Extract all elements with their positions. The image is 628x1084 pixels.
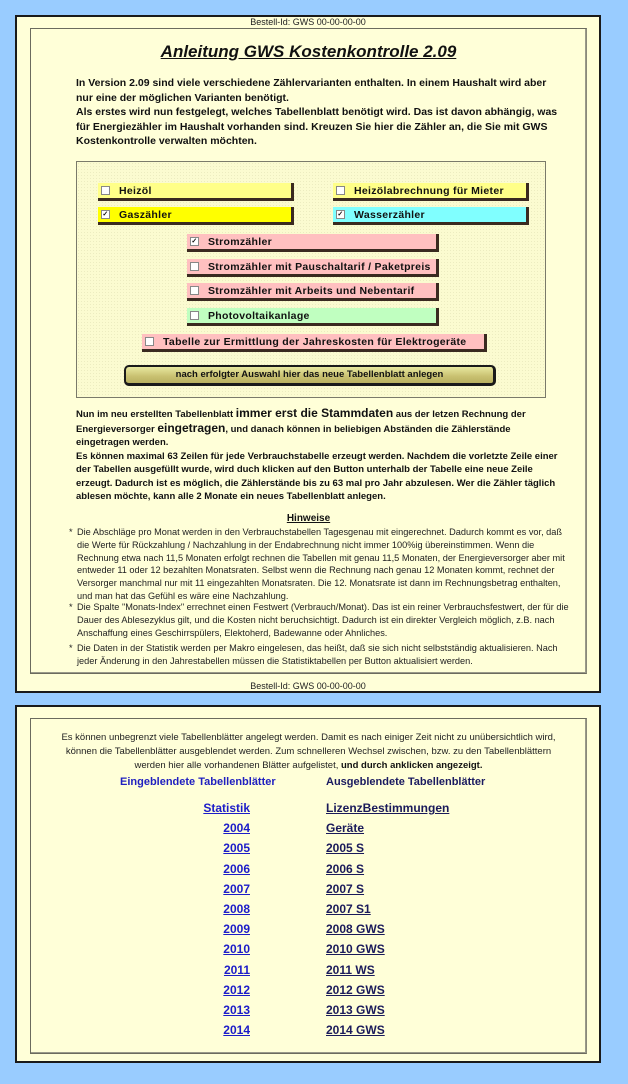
checkbox-icon[interactable] [145,337,154,346]
instructions-panel [15,15,601,693]
checkbox-checked-icon[interactable]: ✓ [191,238,198,245]
hidden-sheet-link[interactable]: 2013 GWS [326,1002,385,1017]
hidden-sheets-list [326,801,449,1043]
sheets-panel [15,705,601,1063]
checkbox-icon[interactable] [190,286,199,295]
option-photovoltaik[interactable] [187,308,439,326]
visible-sheet-link[interactable]: 2006 [223,861,250,876]
hidden-sheets-header: Ausgeblendete Tabellenblätter [326,776,486,788]
intro-line-2: Als erstes wird nun festgelegt, welches Tabellenblatt benötigt wird. Das ist davon abhängig, was für Energiezähler im Haushalt vorhanden sind. Kreuzen Sie hier die Zähler an, die Sie mit GWS Kostenkontrolle verwalten möchten. [76,106,558,147]
max-rows-paragraph: Es können maximal 63 Zeilen für jede Verbrauchstabelle erzeugt werden. Nachdem die vorletzte Zeile einer der Tabellen ausgefüllt wurde, wird duch klicken auf den Button unterhalb der Tabelle eine neue Zeile erzeugt. Dadurch ist es möglich, die Zählerstände bis zu 63 mal pro Jahr abzulesen. Wer die Zähler täglich ablesen möchte, kann alle 2 Monate ein neues Tabellenblatt anlegen. [76,450,558,502]
hidden-sheet-link[interactable]: 2010 GWS [326,942,385,957]
hidden-sheet-link[interactable]: 2014 GWS [326,1023,385,1038]
hidden-sheet-link[interactable]: 2007 S [326,881,365,896]
page-title: Anleitung GWS Kostenkontrolle 2.09 [160,42,457,61]
checkbox-icon[interactable] [101,186,110,195]
option-strom-pauschal[interactable] [187,259,439,277]
order-id-top: Bestell-Id: GWS 00-00-00-00 [250,17,366,27]
option-label: Gaszähler [119,208,172,221]
visible-sheets-header: Eingeblendete Tabellenblätter [120,776,276,788]
order-id-bottom: Bestell-Id: GWS 00-00-00-00 [250,681,366,691]
bullet: * [69,527,73,537]
text-run: , und danach können in beliebigen Abständen die Zählerstände eingetragen werden. [76,423,511,448]
option-label: Stromzähler mit Pauschaltarif / Paketpreis [208,260,431,273]
visible-sheet-link[interactable]: 2008 [223,901,250,916]
hidden-sheet-link[interactable]: 2008 GWS [326,922,385,937]
hint-item [69,601,571,639]
visible-sheet-link[interactable]: 2007 [223,881,250,896]
option-stromzaehler[interactable] [187,234,439,252]
hint-text: Die Abschläge pro Monat werden in den Verbrauchstabellen Tagesgenau mit eingerechnet. Dadurch kommt es vor, daß die Werte für Rückzahlung / Nachzahlung in der Endabrechnung nicht immer 100%ig übereinstimmen. Wenn die Rechnung etwa nach 11,5 Monaten erfolgt rechnen die Tabellen mit genau 11,5 Monaten, der Energieversorger aber mit entweder 11 oder 12 bezahlten Monatsraten. Selbst wenn die Rechnung nach genau 12 Monaten kommt, rechnet der Versorger manchmal nur mit 11 eingezahlten Monatsraten. Die 12. Monatsrate ist dann im Rechnungsbetrag enthalten, und man hat das Gefühl es wäre eine Nachzahlung. [77,527,565,601]
checkbox-icon[interactable] [190,262,199,271]
intro-line-1: In Version 2.09 sind viele verschiedene Zählervarianten enthalten. In einem Haushalt wird aber nur eine der möglichen Varianten benötigt. [76,77,547,104]
meter-selection-box [76,161,546,398]
visible-sheet-link[interactable]: 2005 [223,841,250,856]
checkbox-icon[interactable] [190,311,199,320]
checkbox-checked-icon[interactable]: ✓ [102,211,109,218]
visible-sheet-link[interactable]: 2011 [223,962,250,977]
option-label: Wasserzähler [354,208,425,221]
option-label: Heizöl [119,184,152,197]
hint-text: Die Daten in der Statistik werden per Makro eingelesen, das heißt, daß sie sich nicht selbstständig aktualisieren. Nach jeder Änderung in den Jahrestabellen müssen die Statistiktabellen per Button aktualisiert werden. [77,643,558,666]
option-elektrogeraete[interactable] [142,334,487,352]
hidden-sheet-link[interactable]: LizenzBestimmungen [326,801,450,815]
option-heizoel[interactable] [98,183,294,201]
emphasis-text: und durch anklicken angezeigt. [341,760,483,771]
hints-title: Hinweise [286,513,331,524]
visible-sheet-link[interactable]: 2004 [223,821,250,836]
checkbox-checked-icon[interactable]: ✓ [337,211,344,218]
visible-sheet-link[interactable]: 2010 [223,942,250,957]
stammdaten-paragraph [76,407,566,450]
hidden-sheet-link[interactable]: Geräte [326,821,365,836]
visible-sheet-link[interactable]: Statistik [203,801,250,815]
instructions-frame [30,28,587,674]
text-run: Es können unbegrenzt viele Tabellenblätter angelegt werden. Damit es nach einiger Zeit nicht zu unübersichtlich wird, können die Tabellenblätter ausgeblendet werden. Zum schnelleren Wechsel zwischen, bzw. zu den Tabellenblättern werden hier alle vorhandenen Blätter aufgelistet, [61,732,556,771]
text-run: Nun im neu erstellten Tabellenblatt [76,409,236,420]
emphasis-stammdaten: immer erst die Stammdaten [235,406,394,420]
visible-sheet-link[interactable]: 2012 [223,982,250,997]
stammdaten-text [76,407,566,504]
hidden-sheet-link[interactable]: 2005 S [326,841,365,856]
intro-text [76,76,566,149]
checkbox-icon[interactable] [336,186,345,195]
option-heizoel-mieter[interactable] [333,183,529,201]
option-label: Stromzähler [208,235,272,248]
hint-item [69,526,571,603]
hint-text: Die Spalte "Monats-Index" errechnet einen Festwert (Verbrauch/Monat). Das ist ein reiner Verbrauchsfestwert, der für die Dauer des Ablesezyklus gilt, und die Kosten nicht beruchsichtigt. Dadurch ist ein direkter Vergleich möglich, z.B. nach Anschaffung eines Geschirrspülers, Elektoherd, Badewanne oder Ahnliches. [77,602,569,638]
option-strom-arbeits-nebentarif[interactable] [187,283,439,301]
option-label: Photovoltaikanlage [208,309,310,322]
visible-sheets-list [203,801,250,1043]
hidden-sheet-link[interactable]: 2007 S1 [326,901,371,916]
visible-sheet-link[interactable]: 2014 [223,1023,250,1038]
hidden-sheet-link[interactable]: 2011 WS [326,962,375,977]
option-gaszaehler[interactable] [98,207,294,225]
bullet: * [69,643,73,653]
visible-sheet-link[interactable]: 2009 [223,922,250,937]
hidden-sheet-link[interactable]: 2012 GWS [326,982,385,997]
option-label: Tabelle zur Ermittlung der Jahreskosten für Elektrogeräte [163,335,467,348]
sheets-frame [30,718,587,1054]
sheets-intro [56,731,561,773]
emphasis-eingetragen: eingetragen [157,420,226,435]
visible-sheet-link[interactable]: 2013 [223,1002,250,1017]
option-label: Heizölabrechnung für Mieter [354,184,504,197]
hint-item [69,642,571,668]
hidden-sheet-link[interactable]: 2006 S [326,861,365,876]
text-run: aus der letzen Rechnung der Energieversorger [76,409,526,435]
option-wasserzaehler[interactable] [333,207,529,225]
option-label: Stromzähler mit Arbeits und Nebentarif [208,284,415,297]
bullet: * [69,602,73,612]
create-sheet-button[interactable]: nach erfolgter Auswahl hier das neue Tabellenblatt anlegen [124,365,496,386]
